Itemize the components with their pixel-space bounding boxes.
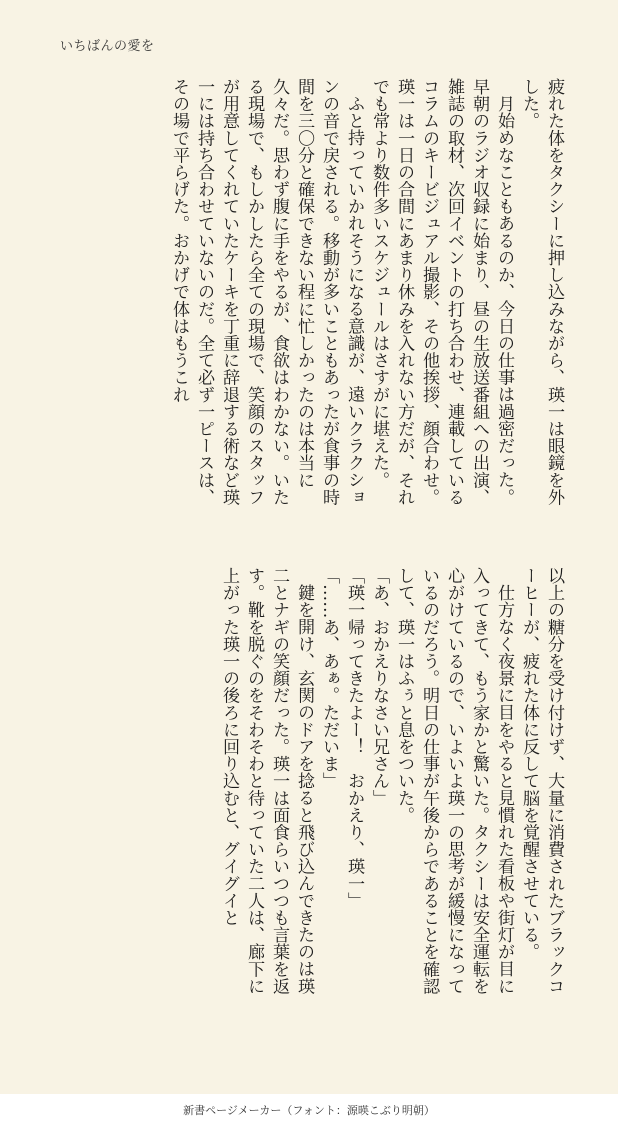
text-column-top xyxy=(56,78,566,518)
paragraph: 以上の糖分を受け付けず、大量に消費されたブラックコーヒーが、疲れた体に反して脳を覚醒させている。 xyxy=(519,567,564,995)
paragraph: 仕方なく夜景に目をやると見慣れた看板や街灯が目に入ってきて、もう家かと驚いた。タクシーは安全運転を心がけているので、いよいよ瑛一の思考が緩慢になっているのだろう。明日の仕事が午後からであることを確認して、瑛一はふぅと息をついた。 xyxy=(394,567,514,995)
page-header-title: いちばんの愛を xyxy=(60,39,155,54)
paragraph: 疲れた体をタクシーに押し込みながら、瑛一は眼鏡を外した。 xyxy=(519,78,564,506)
paragraph: 月始めなこともあるのか、今日の仕事は過密だった。早朝のラジオ収録に始まり、昼の生放送番組への出演、雑誌の取材、次回イベントの打ち合わせ、連載しているコラムのキービジュアル撮影、その他挨拶、顔合わせ。瑛一は一日の合間にあまり休みを入れない方だが、それでも常より数件多いスケジュールはさすがに堪えた。 xyxy=(369,78,514,506)
footer-credit: 新書ページメーカー（フォント：源暎こぶり明朝） xyxy=(183,1104,435,1117)
text-column-bottom xyxy=(56,567,566,1007)
paragraph: ふと持っていかれそうになる意識が、遠いクラクションの音で戻される。移動が多いこともあったが食事の時間を三〇分と確保できない程に忙しかったのは本当に久々だ。思わず腹に手をやるが、食欲はわかない。いたる現場で、もしかしたら全ての現場で、笑顔のスタッフが用意してくれていたケーキを丁重に辞退する術など瑛一には持ち合わせていないのだ。全て必ず一ピースは、その場で平らげた。おかげで体はもうこれ xyxy=(169,78,364,506)
dialogue-line: 「あ、おかえりなさい兄さん」 xyxy=(369,567,389,807)
paragraph: 鍵を開け、玄関のドアを捻ると飛び込んできたのは瑛二とナギの笑顔だった。瑛一は面食らいつつも言葉を返す。靴を脱ぐのをそわそわと待っていた二人は、廊下に上がった瑛一の後ろに回り込むと、グイグイと xyxy=(219,567,314,995)
dialogue-line: 「……あ、あぁ。ただいま」 xyxy=(319,567,339,790)
dialogue-line: 「瑛一帰ってきたよー！ おかえり、瑛一」 xyxy=(344,567,364,909)
